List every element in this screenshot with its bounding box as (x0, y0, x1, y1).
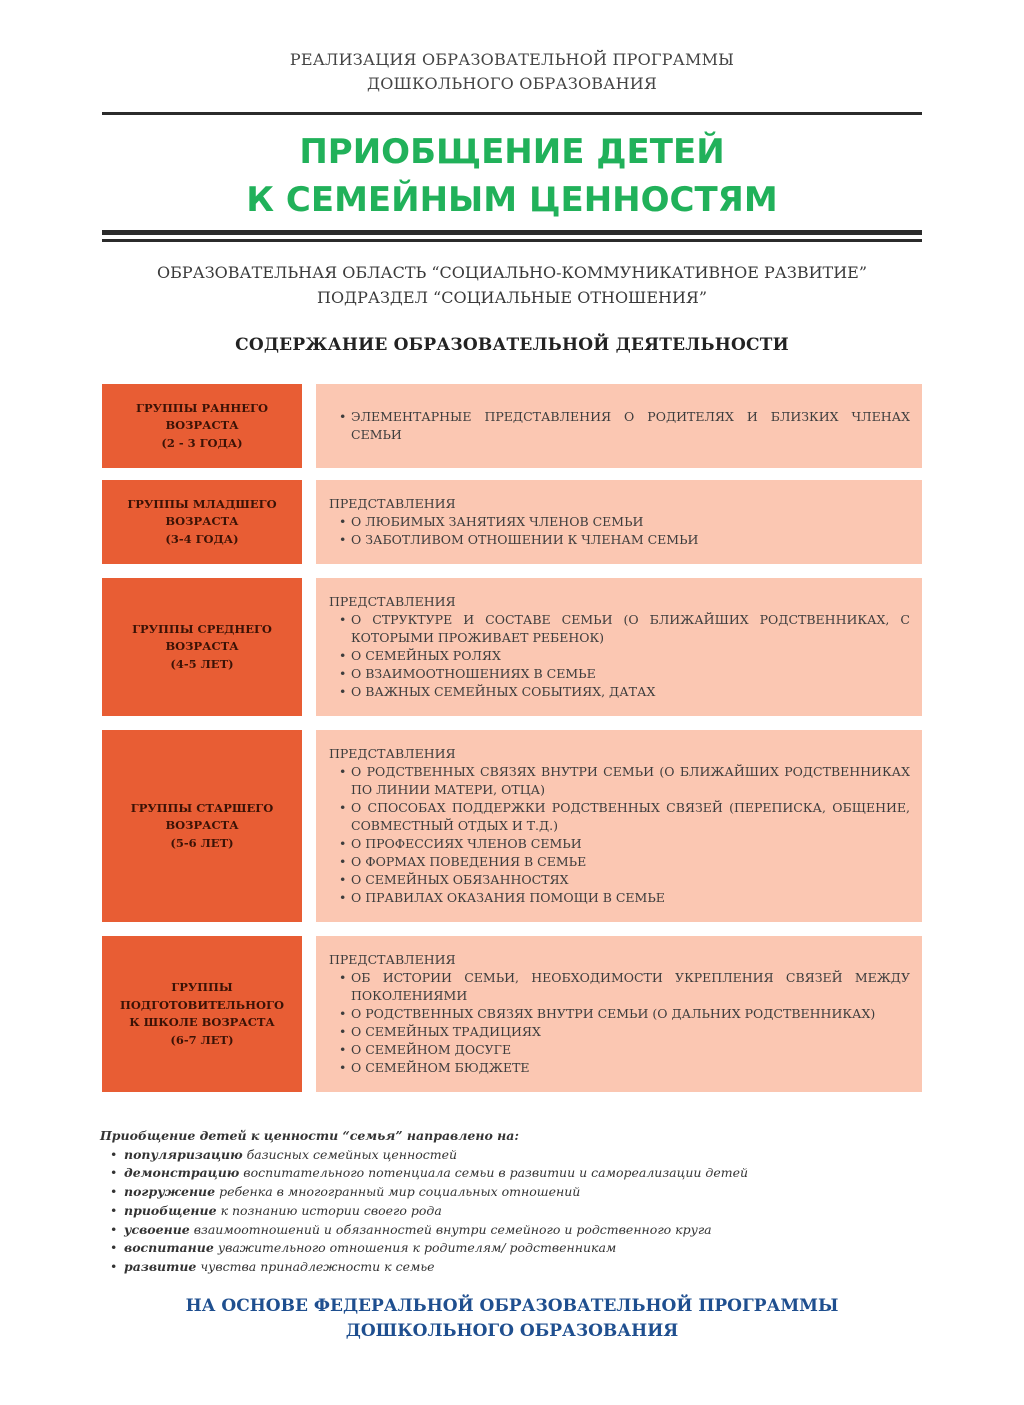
group-description-preparatory (316, 936, 922, 1092)
program-header-line2: ДОШКОЛЬНОГО ОБРАЗОВАНИЯ (366, 74, 658, 93)
list-item: • О РОДСТВЕННЫХ СВЯЗЯХ ВНУТРИ СЕМЬИ (О ДАЛЬНИХ РОДСТВЕННИКАХ) (351, 1005, 910, 1023)
aims-section (100, 1127, 940, 1277)
age-line: (4-5 ЛЕТ) (170, 656, 234, 671)
aim-key: демонстрацию (124, 1165, 240, 1181)
educational-area (0, 260, 1024, 310)
group-row-preparatory (102, 936, 922, 1092)
aim-item (124, 1183, 940, 1202)
aim-key: приобщение (124, 1202, 217, 1218)
group-row-junior (102, 480, 922, 564)
aim-text: чувства принадлежности к семье (200, 1258, 435, 1274)
list-item: • О ВЗАИМООТНОШЕНИЯХ В СЕМЬЕ (351, 665, 910, 683)
content-title: СОДЕРЖАНИЕ ОБРАЗОВАТЕЛЬНОЙ ДЕЯТЕЛЬНОСТИ (235, 335, 789, 355)
aim-text: к познанию истории своего рода (220, 1202, 442, 1218)
list-item: • О ЗАБОТЛИВОМ ОТНОШЕНИИ К ЧЛЕНАМ СЕМЬИ (351, 531, 910, 549)
list-item: • О СЕМЕЙНОМ ДОСУГЕ (351, 1041, 910, 1059)
aim-key: популяризацию (124, 1146, 243, 1162)
age-label-senior (102, 730, 302, 922)
age-label-junior (102, 480, 302, 564)
age-line: ВОЗРАСТА (165, 818, 239, 833)
list-item: • О ВАЖНЫХ СЕМЕЙНЫХ СОБЫТИЯХ, ДАТАХ (351, 683, 910, 701)
age-line: ГРУППЫ РАННЕГО (136, 400, 268, 415)
age-line: ГРУППЫ СТАРШЕГО (130, 800, 274, 815)
aims-lead: Приобщение детей к ценности “семья” направлено на: (100, 1128, 520, 1143)
aim-text: воспитательного потенциала семьи в развитии и самореализации детей (243, 1165, 749, 1181)
group-row-middle (102, 578, 922, 716)
aim-item (124, 1202, 940, 1221)
age-label-middle (102, 578, 302, 716)
aim-key: развитие (124, 1258, 197, 1274)
footer-line2: ДОШКОЛЬНОГО ОБРАЗОВАНИЯ (345, 1321, 679, 1341)
aim-item (124, 1146, 940, 1165)
age-line: ВОЗРАСТА (165, 418, 239, 433)
list-item: • О СТРУКТУРЕ И СОСТАВЕ СЕМЬИ (О БЛИЖАЙШИХ РОДСТВЕННИКАХ, С КОТОРЫМИ ПРОЖИВАЕТ РЕБЕНОК) (351, 611, 910, 647)
aim-key: усвоение (124, 1221, 190, 1237)
list-item: • О СЕМЕЙНЫХ ТРАДИЦИЯХ (351, 1023, 910, 1041)
list-item: • О СЕМЕЙНЫХ ОБЯЗАННОСТЯХ (351, 871, 910, 889)
age-line: ВОЗРАСТА (165, 514, 239, 529)
list-item: • О ПРОФЕССИЯХ ЧЛЕНОВ СЕМЬИ (351, 835, 910, 853)
footer-line1: НА ОСНОВЕ ФЕДЕРАЛЬНОЙ ОБРАЗОВАТЕЛЬНОЙ ПРОГРАММЫ (185, 1296, 839, 1316)
list-item: • ЭЛЕМЕНТАРНЫЕ ПРЕДСТАВЛЕНИЯ О РОДИТЕЛЯХ И БЛИЗКИХ ЧЛЕНАХ СЕМЬИ (351, 408, 910, 444)
group-description-early (316, 384, 922, 468)
group-row-early (102, 384, 922, 468)
age-line: ГРУППЫ (171, 980, 233, 994)
aim-item (124, 1239, 940, 1258)
page-title-line1: ПРИОБЩЕНИЕ ДЕТЕЙ (299, 132, 725, 172)
educational-area-line1: ОБРАЗОВАТЕЛЬНАЯ ОБЛАСТЬ “СОЦИАЛЬНО-КОММУНИКАТИВНОЕ РАЗВИТИЕ” (156, 263, 868, 282)
age-line: К ШКОЛЕ ВОЗРАСТА (129, 1015, 275, 1029)
list-item: • О СПОСОБАХ ПОДДЕРЖКИ РОДСТВЕННЫХ СВЯЗЕЙ (ПЕРЕПИСКА, ОБЩЕНИЕ, СОВМЕСТНЫЙ ОТДЫХ И Т.Д.) (351, 799, 910, 835)
description-heading: ПРЕДСТАВЛЕНИЯ (329, 594, 456, 609)
list-item: • О ФОРМАХ ПОВЕДЕНИЯ В СЕМЬЕ (351, 853, 910, 871)
list-item: • О ПРАВИЛАХ ОКАЗАНИЯ ПОМОЩИ В СЕМЬЕ (351, 889, 910, 907)
list-item: • ОБ ИСТОРИИ СЕМЬИ, НЕОБХОДИМОСТИ УКРЕПЛЕНИЯ СВЯЗЕЙ МЕЖДУ ПОКОЛЕНИЯМИ (351, 969, 910, 1005)
group-description-middle (316, 578, 922, 716)
title-divider-thin (102, 239, 922, 242)
aim-item (124, 1258, 940, 1277)
group-row-senior (102, 730, 922, 922)
group-description-senior (316, 730, 922, 922)
page-title (0, 128, 1024, 224)
aim-text: взаимоотношений и обязанностей внутри семейного и родственного круга (193, 1221, 712, 1237)
page-title-line2: К СЕМЕЙНЫМ ЦЕННОСТЯМ (246, 180, 778, 220)
age-line: ГРУППЫ МЛАДШЕГО (127, 496, 277, 511)
aim-item (124, 1221, 940, 1240)
program-header (0, 48, 1024, 96)
list-item: • О РОДСТВЕННЫХ СВЯЗЯХ ВНУТРИ СЕМЬИ (О БЛИЖАЙШИХ РОДСТВЕННИКАХ ПО ЛИНИИ МАТЕРИ, ОТЦА) (351, 763, 910, 799)
age-line: (5-6 ЛЕТ) (170, 835, 234, 850)
age-line: (3-4 ГОДА) (165, 531, 239, 546)
description-heading: ПРЕДСТАВЛЕНИЯ (329, 952, 456, 967)
aim-text: ребенка в многогранный мир социальных отношений (219, 1184, 581, 1200)
list-item: • О СЕМЕЙНЫХ РОЛЯХ (351, 647, 910, 665)
top-divider (102, 112, 922, 115)
age-label-preparatory (102, 936, 302, 1092)
age-line: ВОЗРАСТА (165, 639, 239, 654)
age-line: ПОДГОТОВИТЕЛЬНОГО (119, 997, 285, 1012)
aim-key: воспитание (124, 1240, 214, 1256)
age-line: (2 - 3 ГОДА) (161, 435, 243, 450)
description-heading: ПРЕДСТАВЛЕНИЯ (329, 496, 456, 511)
group-description-junior (316, 480, 922, 564)
educational-area-line2: ПОДРАЗДЕЛ “СОЦИАЛЬНЫЕ ОТНОШЕНИЯ” (316, 288, 707, 307)
age-line: (6-7 ЛЕТ) (170, 1032, 234, 1047)
aim-item (124, 1164, 940, 1183)
aim-key: погружение (124, 1184, 216, 1200)
list-item: • О СЕМЕЙНОМ БЮДЖЕТЕ (351, 1059, 910, 1077)
description-heading: ПРЕДСТАВЛЕНИЯ (329, 746, 456, 761)
title-divider-thick (102, 230, 922, 235)
age-line: ГРУППЫ СРЕДНЕГО (132, 621, 272, 636)
aim-text: базисных семейных ценностей (246, 1146, 458, 1162)
program-header-line1: РЕАЛИЗАЦИЯ ОБРАЗОВАТЕЛЬНОЙ ПРОГРАММЫ (289, 50, 735, 69)
list-item: • О ЛЮБИМЫХ ЗАНЯТИЯХ ЧЛЕНОВ СЕМЬИ (351, 513, 910, 531)
aim-text: уважительного отношения к родителям/ родственникам (217, 1240, 617, 1256)
footer-note (0, 1294, 1024, 1344)
age-label-early (102, 384, 302, 468)
